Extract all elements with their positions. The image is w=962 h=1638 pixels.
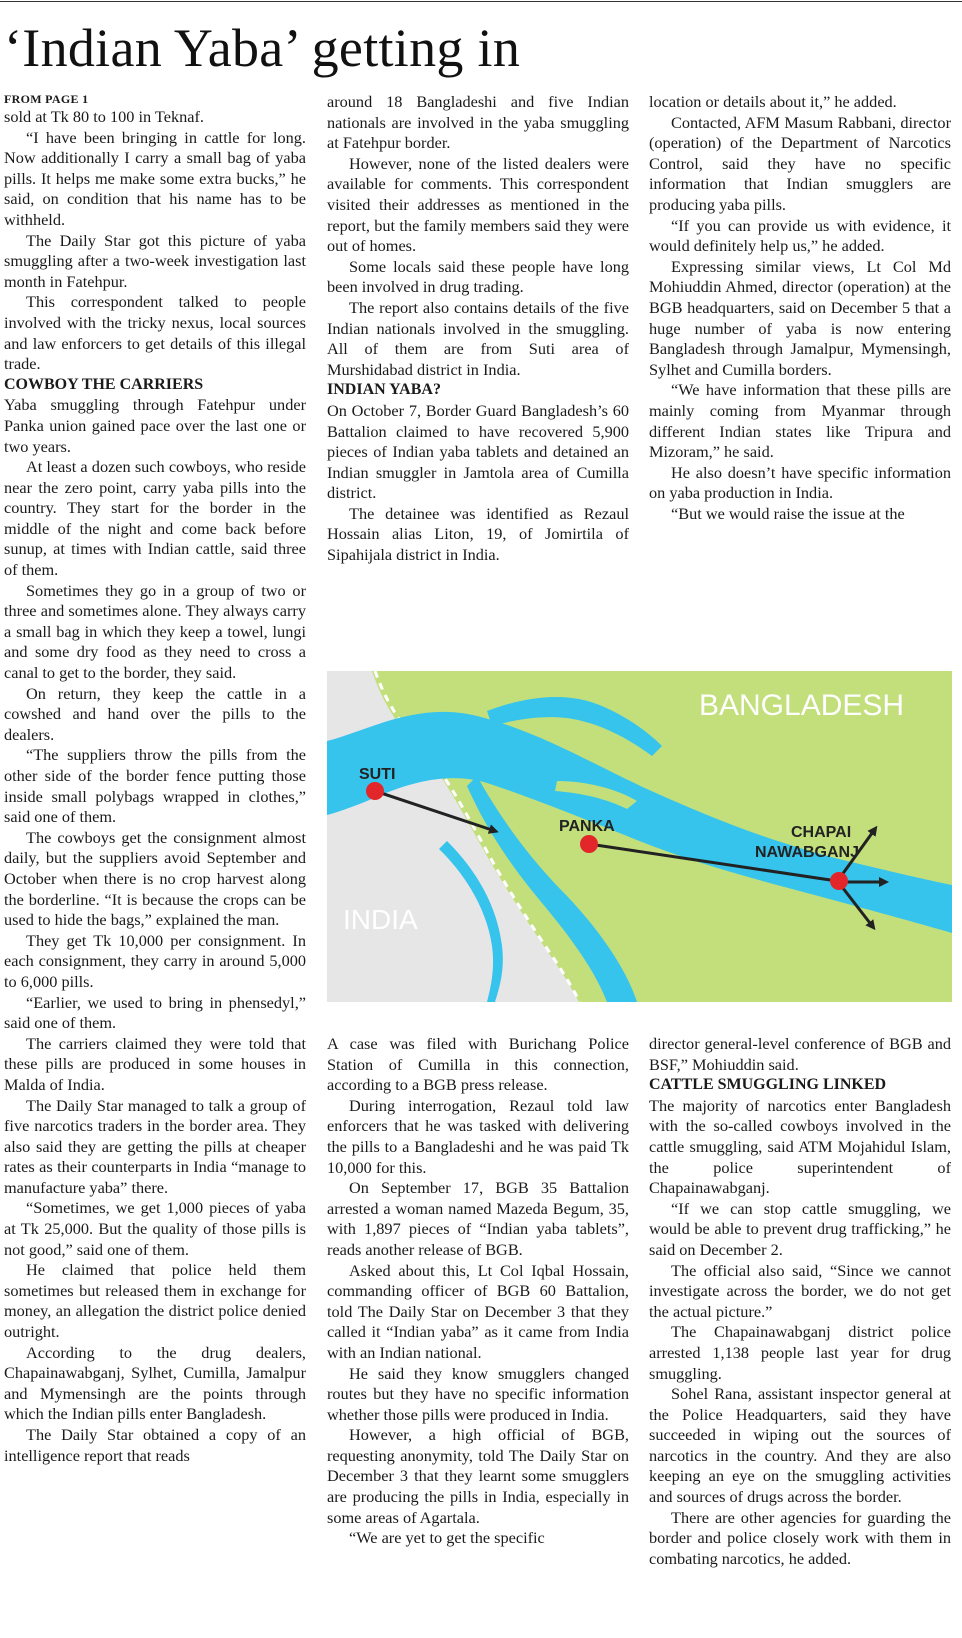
paragraph: However, none of the listed dealers were available for comments. This correspondent visited their addresses as mentioned in the report, but the family members said they were out of homes. [327, 153, 629, 256]
column-2-top [327, 92, 629, 644]
marker-suti [366, 782, 384, 800]
column-2-bottom [327, 1034, 629, 1638]
paragraph: On return, they keep the cattle in a cowshed and hand over the pills to the dealers. [4, 683, 306, 744]
paragraph: The Daily Star obtained a copy of an intelligence report that reads [4, 1425, 306, 1465]
paragraph: There are other agencies for guarding the border and police closely work with them in combating narcotics, he added. [649, 1507, 951, 1568]
paragraph: The carriers claimed they were told that these pills are produced in some houses in Malda of India. [4, 1033, 306, 1094]
subheading-cattle-smuggling: CATTLE SMUGGLING LINKED [649, 1076, 887, 1094]
paragraph: The official also said, “Since we cannot investigate across the border, we do not get the actual picture.” [649, 1260, 951, 1321]
headline: ‘Indian Yaba’ getting in [4, 18, 521, 78]
label-india: INDIA [343, 904, 418, 935]
paragraph: “Earlier, we used to bring in phensedyl,” said one of them. [4, 992, 306, 1033]
paragraph: sold at Tk 80 to 100 in Teknaf. [4, 107, 204, 126]
paragraph: around 18 Bangladeshi and five Indian nationals are involved in the yaba smuggling at Fatehpur border. [327, 92, 629, 153]
paragraph: The report also contains details of the five Indian nationals involved in the smuggling. All of them are from Suti area of Murshidabad district in India. [327, 297, 629, 379]
map-graphic [327, 671, 952, 1002]
paragraph: They get Tk 10,000 per consignment. In each consignment, they carry in around 5,000 to 6,000 pills. [4, 930, 306, 991]
label-suti: SUTI [359, 766, 396, 783]
subheading-cowboy-carriers: COWBOY THE CARRIERS [4, 375, 204, 393]
paragraph: According to the drug dealers, Chapainawabganj, Sylhet, Cumilla, Jamalpur and Mymensingh are the points through which the Indian pills enter Bangladesh. [4, 1342, 306, 1424]
paragraph: Sometimes they go in a group of two or three and sometimes alone. They always carry a small bag in which they keep a towel, lungi and some dry food as they need to cross a canal to get to the border, they said. [4, 580, 306, 683]
top-rule [0, 1, 962, 2]
label-nawabganj: NAWABGANJ [755, 844, 860, 861]
paragraph: This correspondent talked to people involved with the tricky nexus, local sources and law enforcers to get details of this illegal trade. [4, 292, 306, 374]
paragraph: “If you can provide us with evidence, it would definitely help us,” he added. [649, 215, 951, 256]
from-page-marker: FROM PAGE 1 [4, 92, 89, 106]
paragraph: Yaba smuggling through Fatehpur under Panka union gained pace over the last one or two years. [4, 395, 306, 456]
marker-chapai-nawabganj [830, 872, 848, 890]
column-1 [4, 92, 306, 1638]
paragraph: The cowboys get the consignment almost daily, but the suppliers avoid September and October when there is no crop harvest along the borderline. “It is because the crops can be used to hide the bags,” explained the man. [4, 827, 306, 930]
paragraph: However, a high official of BGB, requesting anonymity, told The Daily Star on December 3 that they learnt some smugglers are producing the pills in India, especially in some areas of Agartala. [327, 1425, 629, 1527]
paragraph: Sohel Rana, assistant inspector general at the Police Headquarters, said they have succeeded in wiping out the sources of narcotics in the country. And they are also keeping an eye on the smuggling activities and sources of drugs across the border. [649, 1384, 951, 1507]
column-3-bottom [649, 1034, 951, 1638]
paragraph: The Daily Star got this picture of yaba smuggling after a two-week investigation last month in Fatehpur. [4, 230, 306, 291]
paragraph: Contacted, AFM Masum Rabbani, director (operation) of the Department of Narcotics Control, said they have no specific information that Indian smugglers are producing yaba pills. [649, 112, 951, 214]
paragraph: The majority of narcotics enter Bangladesh with the so-called cowboys involved in the cattle smuggling, said ATM Mojahidul Islam, the police superintendent of Chapainawabganj. [649, 1095, 951, 1198]
paragraph: He claimed that police held them sometimes but released them in exchange for money, an allegation the district police denied outright. [4, 1260, 306, 1342]
paragraph: He also doesn’t have specific information on yaba production in India. [649, 462, 951, 503]
paragraph: The detainee was identified as Rezaul Hossain alias Liton, 19, of Jomirtila of Sipahijala district in India. [327, 503, 629, 565]
label-chapai: CHAPAI [791, 824, 852, 841]
paragraph: At least a dozen such cowboys, who reside near the zero point, carry yaba pills into the country. They start for the border in the middle of the night and come back before sunup, at times with Indian cattle, said three of them. [4, 457, 306, 580]
column-3-top [649, 92, 951, 644]
paragraph: Some locals said these people have long been involved in drug trading. [327, 256, 629, 297]
paragraph: The Chapainawabganj district police arrested 1,138 people last year for drug smuggling. [649, 1322, 951, 1383]
paragraph: Asked about this, Lt Col Iqbal Hossain, commanding officer of BGB 60 Battalion, told The Daily Star on December 3 that they called it “Indian yaba” as it came from India with an Indian national. [327, 1260, 629, 1362]
paragraph: “If we can stop cattle smuggling, we would be able to prevent drug trafficking,” he said on December 2. [649, 1198, 951, 1259]
paragraph: “We are yet to get the specific [349, 1528, 545, 1548]
label-bangladesh: BANGLADESH [699, 689, 905, 722]
paragraph: “I have been bringing in cattle for long. Now additionally I carry a small bag of yaba pills. It helps me make some extra bucks,” he said, on condition that his name has to be withheld. [4, 127, 306, 229]
paragraph: “The suppliers throw the pills from the other side of the border fence putting those inside small polybags wrapped in clothes,” said one of them. [4, 745, 306, 827]
paragraph: “But we would raise the issue at the [671, 503, 905, 523]
label-panka: PANKA [559, 818, 615, 835]
paragraph: On September 17, BGB 35 Battalion arrested a woman named Mazeda Begum, 35, with 1,897 pieces of “Indian yaba tablets”, reads another release of BGB. [327, 1178, 629, 1259]
smuggling-route-map [327, 671, 952, 1002]
paragraph: “We have information that these pills are mainly coming from Myanmar through different Indian states like Tripura and Mizoram,” he said. [649, 380, 951, 462]
paragraph: He said they know smugglers changed routes but they have no specific information whether those pills were produced in India. [327, 1363, 629, 1424]
paragraph: The Daily Star managed to talk a group of five narcotics traders in the border area. They also said they are getting the pills at cheaper rates as their counterparts in India “manage to manufacture yaba” there. [4, 1095, 306, 1197]
paragraph: On October 7, Border Guard Bangladesh’s 60 Battalion claimed to have recovered 5,900 pieces of Indian yaba tablets and detained an Indian smuggler in Jamtola area of Cumilla district. [327, 400, 629, 503]
paragraph: director general-level conference of BGB and BSF,” Mohiuddin said. [649, 1034, 951, 1074]
subheading-indian-yaba: INDIAN YABA? [327, 381, 441, 399]
paragraph: Expressing similar views, Lt Col Md Mohiuddin Ahmed, director (operation) at the BGB headquarters, said on December 5 that a huge number of yaba is now entering Bangladesh through Jamalpur, Mymensingh, Sylhet and Cumilla borders. [649, 256, 951, 379]
paragraph: A case was filed with Burichang Police Station of Cumilla in this connection, according to a BGB press release. [327, 1034, 629, 1095]
paragraph: During interrogation, Rezaul told law enforcers that he was tasked with delivering the pills to a Bangladeshi and he was paid Tk 10,000 for this. [327, 1095, 629, 1177]
paragraph: location or details about it,” he added. [649, 92, 897, 111]
marker-panka [580, 835, 598, 853]
paragraph: “Sometimes, we get 1,000 pieces of yaba at Tk 25,000. But the quality of those pills is not good,” said one of them. [4, 1198, 306, 1259]
